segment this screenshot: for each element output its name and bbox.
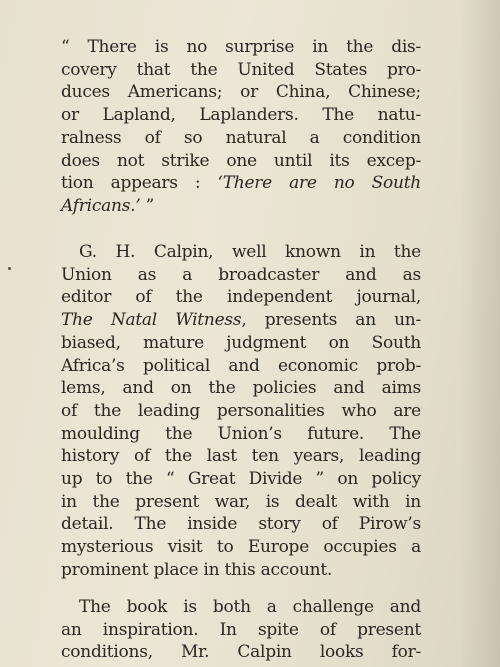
text-line: duces Americans; or China, Chinese; — [61, 82, 421, 103]
text-line: conditions, Mr. Calpin looks for- — [61, 642, 421, 663]
text-line: in the present war, is dealt with in — [61, 491, 421, 512]
text-line: or Lapland, Laplanders. The natu- — [61, 105, 421, 126]
text-line: G. H. Calpin, well known in the — [79, 242, 421, 262]
text-line: up to the “ Great Divide ” on policy — [61, 469, 421, 490]
text-line: The book is both a challenge and — [79, 597, 421, 617]
text-line — [61, 195, 421, 218]
description-paragraph — [61, 241, 421, 582]
text-line: prominent place in this account. — [61, 559, 333, 580]
text-line: does not strike one until its excep- — [61, 150, 421, 171]
margin-speck — [8, 267, 11, 270]
text-line: history of the last ten years, leading — [61, 446, 421, 467]
text-line: detail. The inside story of Pirow’s — [61, 514, 421, 535]
text-line: moulding the Union’s future. The — [61, 423, 421, 444]
quote-paragraph — [61, 36, 421, 218]
text-line: Africa’s political and economic prob- — [61, 355, 421, 376]
text-line: lems, and on the policies and aims — [61, 378, 421, 399]
closing-paragraph — [61, 596, 421, 664]
page-edge-shadow — [460, 0, 500, 667]
text-line — [61, 172, 421, 195]
text-fragment: , presents an un- — [241, 310, 421, 331]
text-line: ralness of so natural a condition — [61, 127, 421, 148]
journal-title: The Natal Witness — [61, 310, 242, 331]
text-line — [61, 309, 421, 332]
text-line: editor of the independent journal, — [61, 287, 421, 308]
text-line: mysterious visit to Europe occupies a — [61, 537, 421, 558]
italic-quote: ‘There are no South — [217, 173, 422, 194]
text-line: biased, mature judgment on South — [61, 332, 421, 353]
text-line: covery that the United States pro- — [61, 59, 421, 80]
text-fragment: tion appears : — [61, 173, 201, 194]
text-line: of the leading personalities who are — [61, 400, 421, 421]
text-line: “ There is no surprise in the dis- — [61, 37, 421, 57]
closing-quote-mark: ” — [140, 195, 155, 216]
text-line: Union as a broadcaster and as — [61, 264, 421, 285]
italic-quote-end: Africans.’ — [61, 195, 141, 216]
text-line: an inspiration. In spite of present — [61, 619, 421, 640]
